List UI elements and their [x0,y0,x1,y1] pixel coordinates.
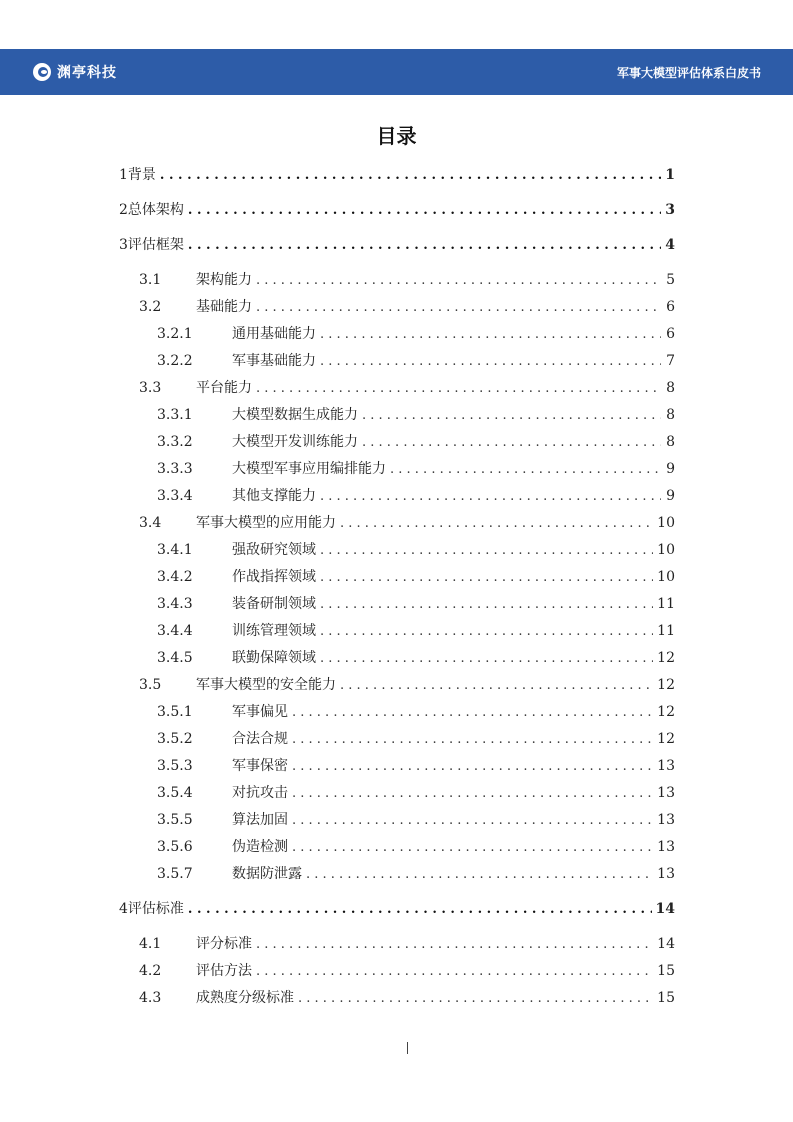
toc-entry-page: 6 [666,299,675,315]
toc-entry[interactable] [157,350,675,368]
toc-entry-label: 大模型数据生成能力 [232,407,358,423]
toc-entry[interactable] [139,269,675,287]
toc-entry-number: 3.5.1 [157,704,193,720]
toc-entry-page: 5 [666,272,675,288]
toc-dot-leader [320,354,661,369]
toc-entry-number: 3.3.2 [157,434,193,450]
toc-entry-number: 3.5.6 [157,839,193,855]
toc-dot-leader [256,964,653,979]
toc-entry-number: 3.4 [139,515,162,531]
toc-entry[interactable] [157,809,675,827]
toc-entry-label: 合法合规 [232,731,288,747]
toc-entry-page: 6 [666,326,675,342]
toc-entry[interactable] [157,404,675,422]
toc-entry-page: 13 [657,812,675,828]
toc-entry-page: 1 [665,167,675,183]
toc-entry-label: 联勤保障领域 [232,650,316,666]
toc-dot-leader [292,840,653,855]
toc-entry-number: 4.2 [139,963,162,979]
toc-dot-leader [320,624,653,639]
toc-entry-number: 3.5.4 [157,785,193,801]
toc-entry[interactable] [157,566,675,584]
toc-entry-number: 3.4.5 [157,650,193,666]
toc-entry-label: 训练管理领域 [232,623,316,639]
toc-entry[interactable] [157,728,675,746]
toc-dot-leader [362,435,661,450]
toc-dot-leader [320,489,661,504]
toc-entry-page: 12 [657,650,675,666]
toc-entry[interactable] [157,863,675,881]
toc-entry-label: 大模型开发训练能力 [232,434,358,450]
toc-entry-page: 4 [665,237,675,253]
toc-entry-page: 10 [657,515,675,531]
toc-entry-page: 12 [657,704,675,720]
toc-entry-page: 9 [666,461,675,477]
toc-dot-leader [320,570,653,585]
toc-dot-leader [256,300,661,315]
toc-entry-label: 军事大模型的安全能力 [196,677,336,693]
toc-entry-page: 12 [657,731,675,747]
toc-entry[interactable] [157,620,675,638]
toc-entry-label: 军事基础能力 [232,353,316,369]
toc-entry-number: 2 [119,202,128,218]
toc-entry-label: 基础能力 [196,299,252,315]
toc-dot-leader [298,991,653,1006]
toc-entry-label: 作战指挥领域 [232,569,316,585]
toc-entry-page: 8 [666,434,675,450]
toc-title: 目录 [376,124,417,148]
toc-dot-leader [306,867,653,882]
toc-entry[interactable] [157,647,675,665]
toc-entry[interactable] [139,933,675,951]
toc-entry-number: 3.3.4 [157,488,193,504]
toc-entry-page: 14 [655,901,675,917]
toc-entry-number: 3.4.1 [157,542,193,558]
toc-entry-page: 15 [657,990,675,1006]
toc-dot-leader [340,516,653,531]
toc-entry-label: 评分标准 [196,936,252,952]
toc-entry-label: 军事偏见 [232,704,288,720]
toc-entry[interactable] [119,234,675,252]
toc-entry-label: 评估标准 [127,901,184,917]
toc-entry-page: 8 [666,380,675,396]
toc-entry-label: 评估框架 [127,237,184,253]
toc-entry[interactable] [157,593,675,611]
toc-entry-label: 大模型军事应用编排能力 [232,461,386,477]
toc-entry-page: 13 [657,758,675,774]
toc-entry-label: 强敌研究领域 [232,542,316,558]
toc-entry-page: 12 [657,677,675,693]
toc-entry-number: 4.3 [139,990,162,1006]
toc-entry[interactable] [157,701,675,719]
toc-entry[interactable] [139,674,675,692]
toc-entry[interactable] [119,898,675,916]
toc-entry-label: 伪造检测 [232,839,288,855]
toc-entry-number: 3.3 [139,380,162,396]
toc-entry[interactable] [157,539,675,557]
toc-entry-label: 评估方法 [196,963,252,979]
toc-entry-label: 平台能力 [196,380,252,396]
toc-entry-page: 13 [657,785,675,801]
toc-entry-page: 3 [665,202,675,218]
toc-entry-number: 3 [119,237,128,253]
toc-entry-number: 3.3.1 [157,407,193,423]
toc-entry-page: 15 [657,963,675,979]
toc-entry-number: 3.2.1 [157,326,193,342]
page-number [407,1042,408,1054]
toc-entry-label: 架构能力 [196,272,252,288]
toc-entry[interactable] [119,199,675,217]
toc-entry-page: 10 [657,542,675,558]
toc-dot-leader [188,902,652,917]
toc-dot-leader [292,759,653,774]
toc-dot-leader [188,203,661,218]
toc-entry[interactable] [157,431,675,449]
toc-dot-leader [292,813,653,828]
toc-entry-number: 3.1 [139,272,162,288]
toc-entry[interactable] [157,755,675,773]
toc-entry-number: 1 [119,167,128,183]
toc-entry-label: 总体架构 [127,202,184,218]
toc-entry-number: 3.5.3 [157,758,193,774]
toc-entry-number: 3.4.2 [157,569,193,585]
toc-entry-number: 3.2 [139,299,162,315]
brand-name: 渊亭科技 [57,65,117,81]
toc-entry-number: 3.5.2 [157,731,193,747]
toc-entry[interactable] [157,485,675,503]
toc-entry[interactable] [139,960,675,978]
toc-entry-page: 8 [666,407,675,423]
toc-entry-label: 通用基础能力 [232,326,316,342]
toc-entry-label: 算法加固 [232,812,288,828]
document-title: 军事大模型评估体系白皮书 [616,66,761,80]
toc-entry-page: 11 [657,623,675,639]
toc-entry[interactable] [139,296,675,314]
toc-entry-number: 4 [119,901,128,917]
toc-entry-number: 3.5 [139,677,162,693]
toc-entry-page: 14 [657,936,675,952]
toc-dot-leader [256,273,661,288]
toc-dot-leader [320,597,653,612]
toc-entry-page: 7 [666,353,675,369]
toc-entry-page: 9 [666,488,675,504]
toc-dot-leader [160,168,661,183]
toc-entry[interactable] [157,836,675,854]
toc-entry-number: 3.4.4 [157,623,193,639]
toc-dot-leader [340,678,653,693]
toc-dot-leader [320,651,653,666]
toc-dot-leader [256,937,653,952]
toc-entry[interactable] [157,458,675,476]
toc-dot-leader [320,543,653,558]
toc-entry-page: 13 [657,839,675,855]
toc-dot-leader [188,238,661,253]
toc-entry-label: 军事保密 [232,758,288,774]
toc-entry[interactable] [157,782,675,800]
toc-dot-leader [256,381,661,396]
toc-entry[interactable] [157,323,675,341]
toc-entry-label: 成熟度分级标准 [196,990,294,1006]
toc-entry[interactable] [119,164,675,182]
toc-entry[interactable] [139,987,675,1005]
toc-entry[interactable] [139,512,675,530]
toc-entry-page: 13 [657,866,675,882]
toc-entry-label: 装备研制领域 [232,596,316,612]
toc-dot-leader [390,462,661,477]
toc-entry-label: 军事大模型的应用能力 [196,515,336,531]
toc-entry-number: 4.1 [139,936,162,952]
toc-entry-number: 3.5.5 [157,812,193,828]
toc-entry-number: 3.4.3 [157,596,193,612]
toc-entry[interactable] [139,377,675,395]
toc-dot-leader [292,732,653,747]
toc-dot-leader [292,705,653,720]
toc-entry-number: 3.3.3 [157,461,193,477]
toc-entry-label: 背景 [127,167,156,183]
toc-dot-leader [362,408,661,423]
toc-entry-page: 11 [657,596,675,612]
toc-entry-number: 3.5.7 [157,866,193,882]
toc-dot-leader [320,327,661,342]
toc-entry-label: 对抗攻击 [232,785,288,801]
toc-entry-number: 3.2.2 [157,353,193,369]
toc-dot-leader [292,786,653,801]
toc-entry-page: 10 [657,569,675,585]
toc-entry-label: 数据防泄露 [232,866,302,882]
toc-entry-label: 其他支撑能力 [232,488,316,504]
